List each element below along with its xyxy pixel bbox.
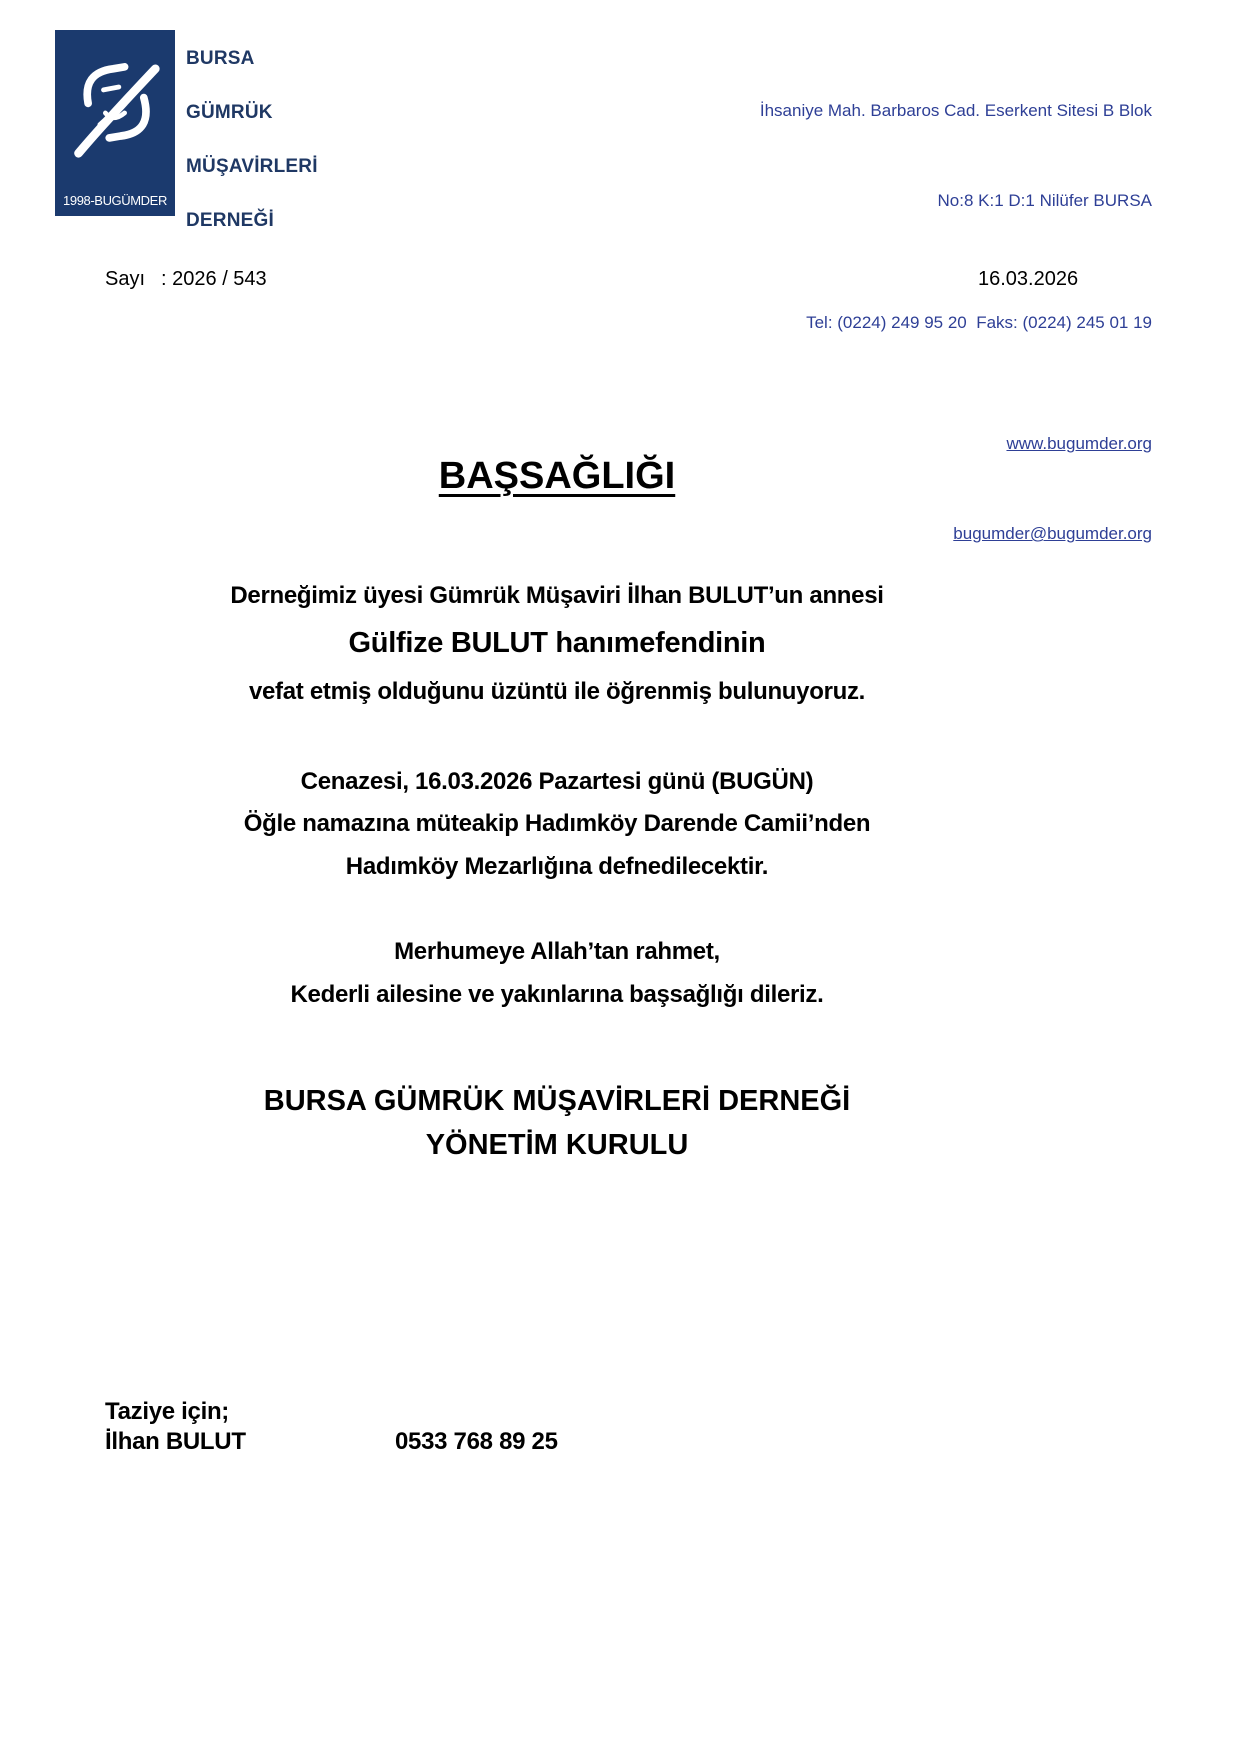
org-name-line-3: MÜŞAVİRLERİ <box>186 156 318 177</box>
condolence-contact-phone: 0533 768 89 25 <box>395 1428 558 1455</box>
intro-line: Derneğimiz üyesi Gümrük Müşaviri İlhan BULUT’un annesi <box>230 582 884 609</box>
funeral-place-line: Öğle namazına müteakip Hadımköy Darende Camii’nden <box>243 810 871 837</box>
signature-org-line: BURSA GÜMRÜK MÜŞAVİRLERİ DERNEĞİ <box>263 1085 851 1117</box>
condolence-contact-row <box>105 1427 1009 1457</box>
org-name-line-1: BURSA <box>186 48 255 69</box>
condolence-contact-label: Taziye için; <box>105 1398 229 1425</box>
org-name-line-4: DERNEĞİ <box>186 210 274 231</box>
logo-year-text: 1998-BUGÜMDER <box>63 193 167 208</box>
condolence-line-1: Merhumeye Allah’tan rahmet, <box>394 938 720 965</box>
condolence-contact <box>105 1397 1009 1457</box>
condolence-contact-name: İlhan BULUT <box>105 1428 246 1455</box>
phone-fax-line: Tel: (0224) 249 95 20 Faks: (0224) 245 01 19 <box>806 313 1152 332</box>
deceased-name-line: Gülfize BULUT hanımefendinin <box>348 627 766 659</box>
ref-value: : 2026 / 543 <box>161 268 267 290</box>
letter-title: BAŞSAĞLIĞI <box>438 455 676 497</box>
website-link[interactable]: www.bugumder.org <box>1006 434 1152 453</box>
condolence-line-2: Kederli ailesine ve yakınlarına başsağlığı dileriz. <box>290 981 824 1008</box>
letter-body <box>105 0 1009 1457</box>
ref-label: Sayı <box>105 268 146 290</box>
funeral-date-line: Cenazesi, 16.03.2026 Pazartesi günü (BUGÜN) <box>300 768 814 795</box>
document-date: 16.03.2026 <box>978 268 1079 290</box>
address-line-1: İhsaniye Mah. Barbaros Cad. Eserkent Sitesi B Blok <box>759 101 1152 120</box>
email-link[interactable]: bugumder@bugumder.org <box>953 524 1152 543</box>
org-name-line-2: GÜMRÜK <box>186 102 273 123</box>
signature-block <box>105 1079 1009 1167</box>
announcement-line: vefat etmiş olduğunu üzüntü ile öğrenmiş bulunuyoruz. <box>248 678 866 705</box>
burial-line: Hadımköy Mezarlığına defnedilecektir. <box>345 853 769 880</box>
signature-board-line: YÖNETİM KURULU <box>425 1129 689 1161</box>
address-line-2: No:8 K:1 D:1 Nilüfer BURSA <box>937 191 1152 210</box>
